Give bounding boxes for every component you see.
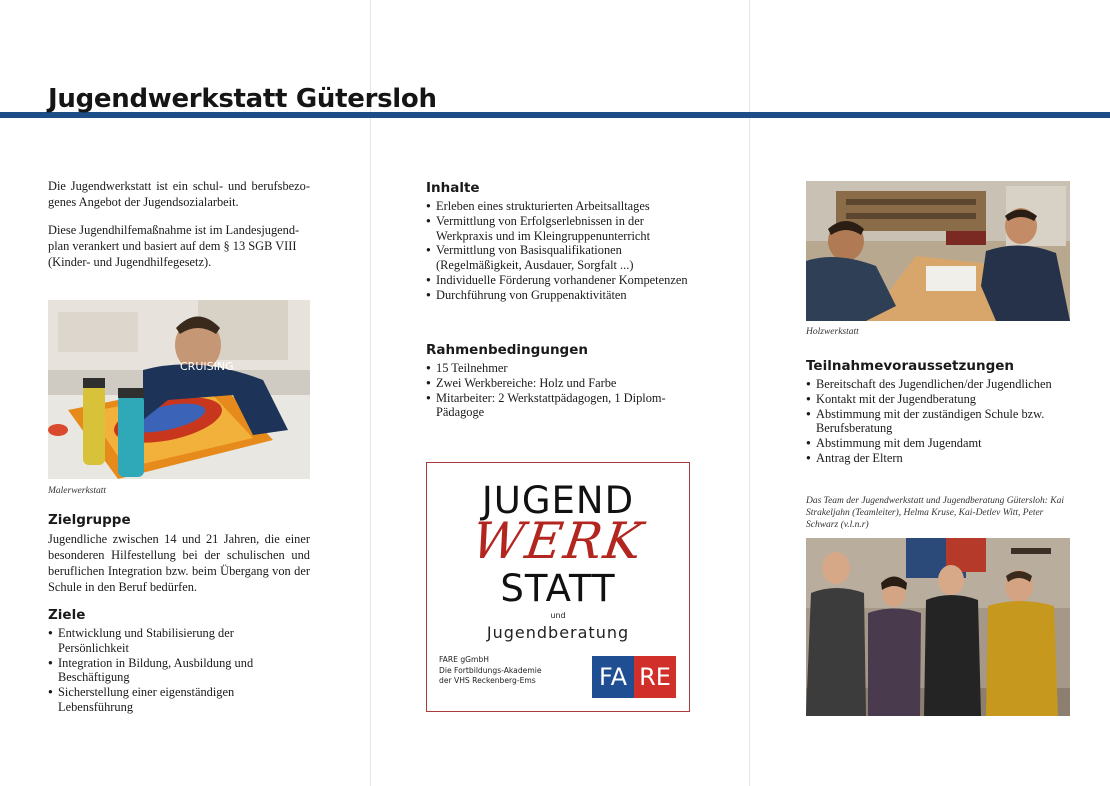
team-photo <box>806 538 1070 716</box>
zielgruppe-text: Jugendliche zwischen 14 und 21 Jahren, die einer besonderen Hilfestellung bei der schulischen und beruflichen Integration bzw. beim Übergang von der Schule in den Beruf bedürfen. <box>48 532 310 594</box>
teilnahme-list <box>806 377 1070 466</box>
painting-workshop-photo <box>48 300 310 479</box>
zielgruppe-section <box>48 512 310 595</box>
logo-werk-text: WERK <box>468 512 648 570</box>
list-item: ● Abstimmung mit der zuständigen Schule bzw. Berufsberatung <box>806 407 1070 437</box>
page-title: Jugendwerkstatt Gütersloh <box>48 84 437 114</box>
zielgruppe-heading: Zielgruppe <box>48 512 131 528</box>
rahmen-heading: Rahmenbedingungen <box>426 342 588 358</box>
list-item: ● Individuelle Förderung vorhandener Kompetenzen <box>426 273 688 288</box>
left-column <box>48 178 310 270</box>
teilnahme-heading: Teilnahmevoraussetzungen <box>806 358 1015 374</box>
list-item: ● Vermittlung von Erfolgserlebnissen in der Werkpraxis und im Kleingruppenunterricht <box>426 214 688 244</box>
logo-statt-text: STATT <box>500 567 616 610</box>
ziele-section <box>48 607 258 715</box>
list-item: ● 15 Teilnehmer <box>426 361 688 376</box>
list-item: ● Entwicklung und Stabilisierung der Persönlichkeit <box>48 626 258 656</box>
intro-paragraph-1: Die Jugendwerkstatt ist ein schul- und berufsbezo-genes Angebot der Jugendsozialarbeit. <box>48 179 310 209</box>
list-item: ● Mitarbeiter: 2 Werkstattpädagogen, 1 Diplom-Pädagoge <box>426 391 688 421</box>
logo-jugend-text: JUGEND <box>481 479 635 522</box>
list-item: ● Durchführung von Gruppenaktivitäten <box>426 288 688 303</box>
ziele-list <box>48 626 258 715</box>
org-line: FARE gGmbH <box>439 655 489 664</box>
list-item: ● Sicherstellung einer eigenständigen Lebensführung <box>48 685 258 715</box>
inhalte-heading: Inhalte <box>426 180 480 196</box>
inhalte-list <box>426 199 688 303</box>
wood-workshop-caption: Holzwerkstatt <box>806 327 859 337</box>
list-item: ● Vermittlung von Basisqualifikationen (Regelmäßigkeit, Ausdauer, Sorgfalt ...) <box>426 243 688 273</box>
list-item: ● Kontakt mit der Jugendberatung <box>806 392 1070 407</box>
logo-organisation-text <box>439 655 542 687</box>
shirt-print-text: CRUISING <box>180 360 234 373</box>
rahmen-section <box>426 342 688 420</box>
fare-badge-fa: FA <box>592 656 634 698</box>
logo-und-text: und <box>550 611 566 620</box>
list-item: ● Integration in Bildung, Ausbildung und Beschäftigung <box>48 656 258 686</box>
list-item: ● Zwei Werkbereiche: Holz und Farbe <box>426 376 688 391</box>
fare-badge-re: RE <box>634 656 676 698</box>
inhalte-section <box>426 180 688 303</box>
teilnahme-section <box>806 358 1070 466</box>
org-line: der VHS Reckenberg-Ems <box>439 676 536 685</box>
jugendwerkstatt-logo <box>426 462 690 712</box>
list-item: ● Abstimmung mit dem Jugendamt <box>806 436 1070 451</box>
rahmen-list <box>426 361 688 420</box>
list-item: ● Bereitschaft des Jugendlichen/der Jugendlichen <box>806 377 1070 392</box>
intro-paragraph-2: Diese Jugendhilfemaßnahme ist im Landesjugend-plan verankert und basiert auf dem § 13 SGB VIII (Kinder- und Jugendhilfegesetz). <box>48 223 300 269</box>
painting-workshop-caption: Malerwerkstatt <box>48 486 107 496</box>
org-line: Die Fortbildungs-Akademie <box>439 665 542 675</box>
list-item: ● Antrag der Eltern <box>806 451 1070 466</box>
team-caption: Das Team der Jugendwerkstatt und Jugendberatung Gütersloh: Kai Strakeljahn (Teamleiter), Helma Kruse, Kai-Detlev Witt, Peter Schwarz (v.l.n.r) <box>806 496 1064 530</box>
list-item: ● Erleben eines strukturierten Arbeitsalltages <box>426 199 688 214</box>
ziele-heading: Ziele <box>48 607 86 623</box>
wood-workshop-photo <box>806 181 1070 321</box>
logo-jugendberatung-text: Jugendberatung <box>486 623 630 642</box>
